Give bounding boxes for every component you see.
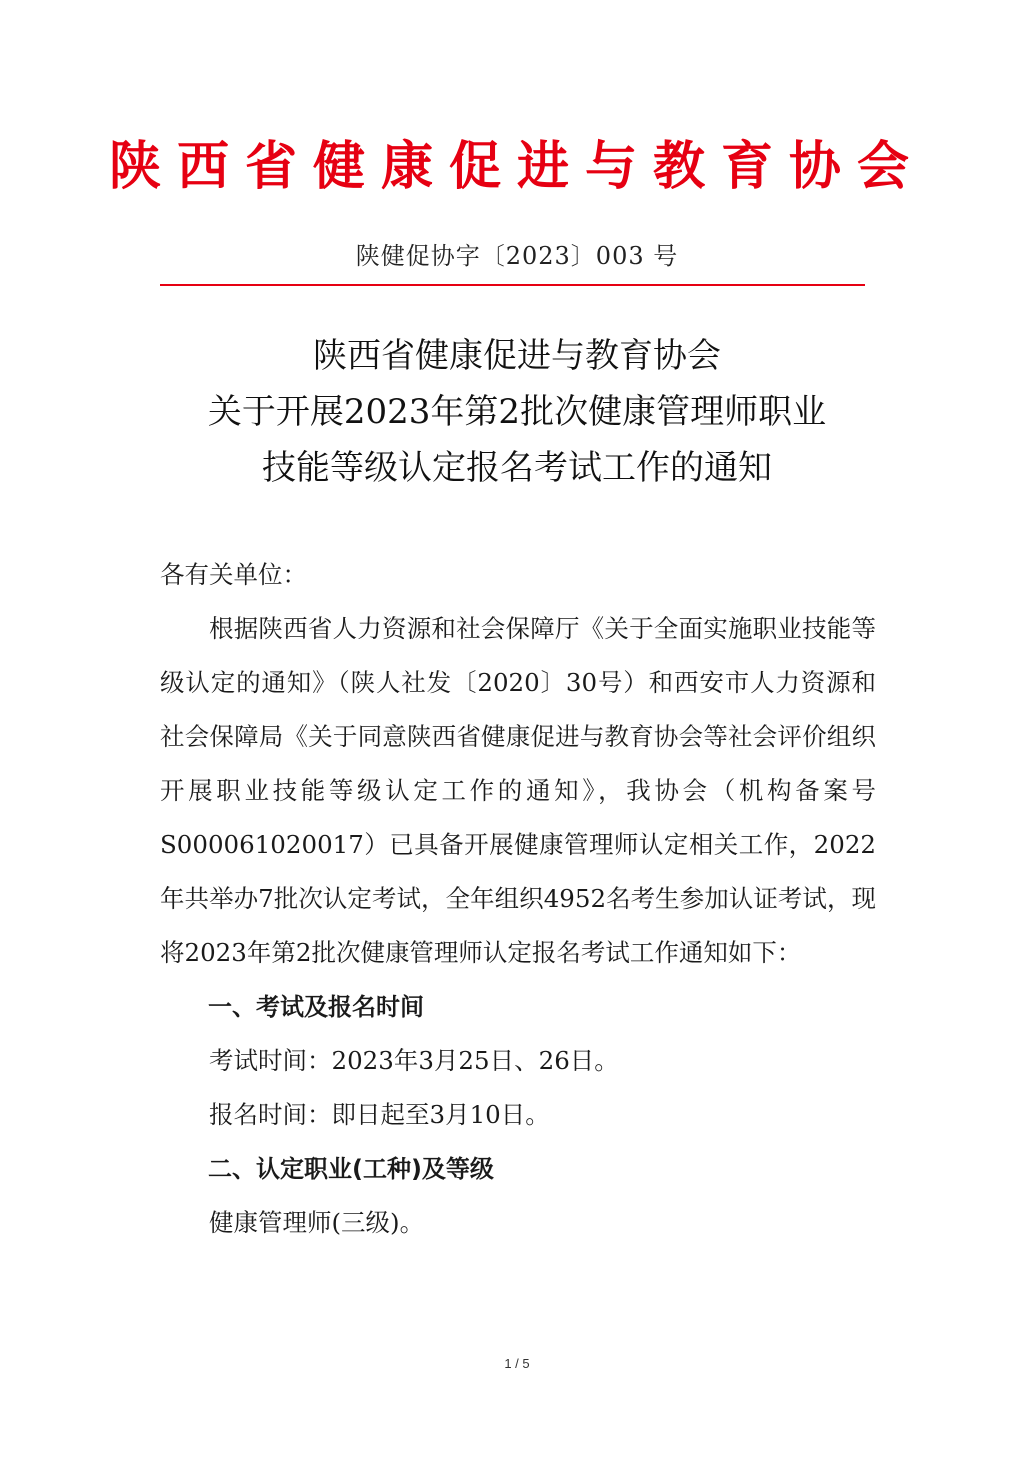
salutation: 各有关单位： [160,560,307,589]
page-number: 1 / 5 [504,1356,530,1371]
section-heading-occupation-level: 二、认定职业(工种)及等级 [208,1155,494,1183]
intro-paragraph: 根据陕西省人力资源和社会保障厅《关于全面实施职业技能等级认定的通知》（陕人社发〔2020〕30号）和西安市人力资源和社会保障局《关于同意陕西省健康促进与教育协会等社会评价组织开展职业技能等级认定工作的通知》，我协会（机构备案号S000061020017）已具备开展健康管理师认定相关工作，2022年共举办7批次认定考试，全年组织4952名考生参加认证考试，现将2023年第2批次健康管理师认定报名考试工作通知如下： [160,614,876,967]
title-line-1: 陕西省健康促进与教育协会 [313,336,721,376]
document-title [0,328,1034,496]
title-line-2: 关于开展2023年第2批次健康管理师职业 [207,392,827,432]
occupation-level-text: 健康管理师(三级)。 [209,1208,425,1237]
document-body [160,548,876,1250]
title-line-3: 技能等级认定报名考试工作的通知 [262,448,772,488]
organization-letterhead: 陕西省健康促进与教育协会 [108,137,925,197]
exam-time-text: 考试时间：2023年3月25日、26日。 [209,1046,619,1075]
section-heading-exam-registration-time: 一、考试及报名时间 [208,993,424,1021]
registration-time-text: 报名时间：即日起至3月10日。 [209,1100,550,1129]
document-number: 陕健促协字〔2023〕003 号 [355,242,679,270]
red-divider-line [160,284,865,286]
